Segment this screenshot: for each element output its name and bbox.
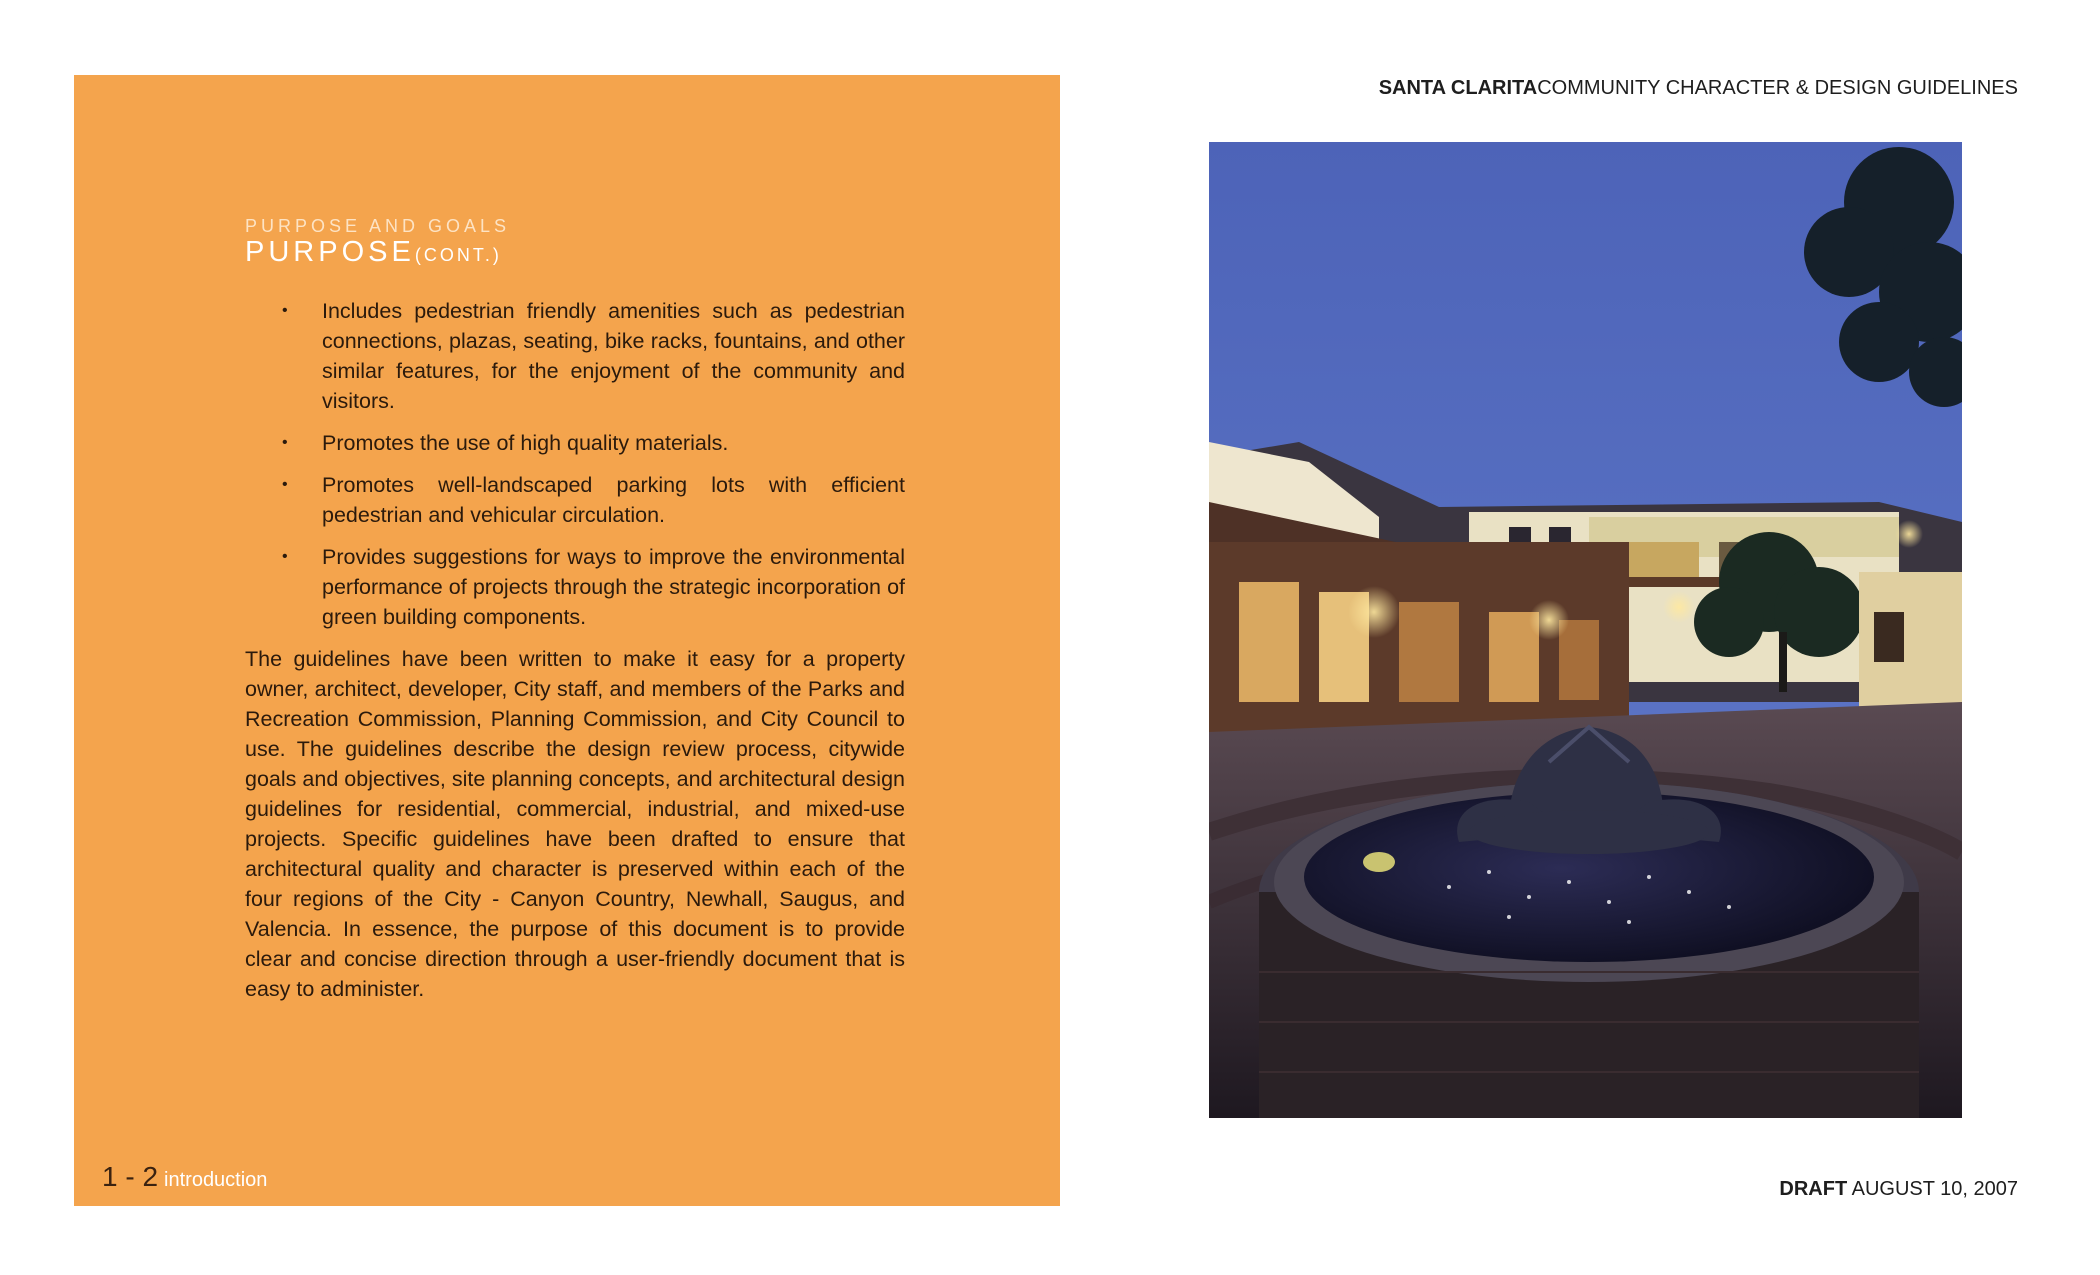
bullet-icon: • xyxy=(282,548,288,565)
bullet-list xyxy=(245,296,905,632)
document-header xyxy=(1379,77,2018,100)
section-title-text: PURPOSE xyxy=(245,236,415,268)
left-page-panel xyxy=(74,75,1060,1206)
bullet-icon: • xyxy=(282,302,288,319)
header-city: SANTA CLARITA xyxy=(1378,77,1538,99)
section-title xyxy=(245,236,502,269)
page-footer-left xyxy=(102,1161,267,1193)
section-title-suffix: (CONT.) xyxy=(414,245,502,265)
list-item xyxy=(245,542,905,632)
section-name: introduction xyxy=(164,1169,268,1191)
document-footer xyxy=(1779,1178,2018,1201)
draft-label: DRAFT xyxy=(1779,1178,1848,1200)
bullet-text: Provides suggestions for ways to improve the environmental performance of projects through the strategic incorporation of green building components. xyxy=(322,545,905,629)
bullet-text: Includes pedestrian friendly amenities such as pedestrian connections, plazas, seating, bike racks, fountains, and other similar features, for the enjoyment of the community and visitors. xyxy=(322,299,905,413)
bullet-text: Promotes the use of high quality materials. xyxy=(322,431,729,455)
draft-date: AUGUST 10, 2007 xyxy=(1851,1178,2018,1200)
bullet-icon: • xyxy=(282,434,288,451)
body-paragraph: The guidelines have been written to make it easy for a property owner, architect, developer, City staff, and members of the Parks and Recreation Commission, Planning Commission, and City Council to use. The guidelines describe the design review process, citywide goals and objectives, site planning concepts, and architectural design guidelines for residential, commercial, industrial, and mixed-use projects. Specific guidelines have been drafted to ensure that architectural quality and character is preserved within each of the four regions of the City - Canyon Country, Newhall, Saugus, and Valencia. In essence, the purpose of this document is to provide clear and concise direction through a user-friendly document that is easy to administer. xyxy=(245,647,905,1001)
list-item xyxy=(245,470,905,530)
section-eyebrow: PURPOSE AND GOALS xyxy=(245,216,511,236)
list-item xyxy=(245,428,905,458)
header-doc-title: COMMUNITY CHARACTER & DESIGN GUIDELINES xyxy=(1537,77,2018,99)
list-item xyxy=(245,296,905,416)
page-number: 1 - 2 xyxy=(102,1161,159,1192)
courtyard-fountain-photo xyxy=(1209,142,1962,1118)
bullet-text: Promotes well-landscaped parking lots with efficient pedestrian and vehicular circulation. xyxy=(322,473,905,527)
body-copy xyxy=(245,296,905,1004)
bullet-icon: • xyxy=(282,476,288,493)
photo-illustration xyxy=(1209,142,1962,1118)
